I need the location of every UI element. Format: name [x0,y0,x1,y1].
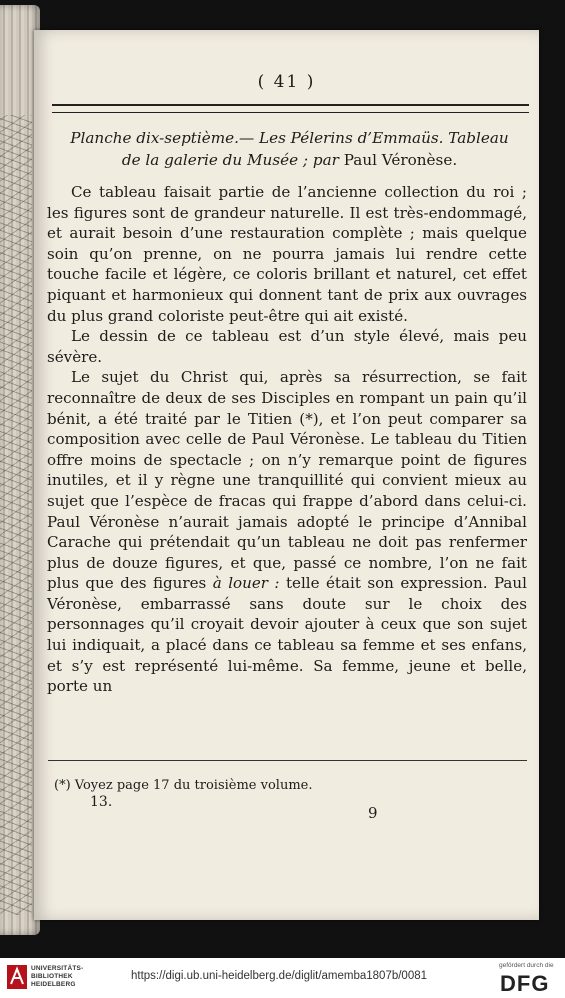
header-double-rule [52,104,529,113]
university-library-logo-icon[interactable] [6,964,28,990]
signature-mark: 13. [90,794,113,810]
funding-label: gefördert durch die [499,962,554,969]
library-name-line-2: BIBLIOTHEK [31,973,73,980]
footnote-rule [48,760,527,761]
heading-line-2-italic: de la galerie du Musée ; par [121,151,339,169]
heading-line-1: Planche dix-septième.— Les Pélerins d’Emmaüs. Tableau [70,129,509,147]
page-number: ( 41 ) [257,72,316,92]
paragraph-3-part-2: telle était son expression. Paul Véronèse, embarrassé sans doute sur le choix des personnages qu’il croyait devoir ajouter à ceux que son sujet lui indiquait, a placé dans ce tableau sa femme et ses enfans, et s’y est représenté lui-même. Sa femme, jeune et belle, porte un [47,574,527,696]
paragraph-2: Le dessin de ce tableau est d’un style élevé, mais peu sévère. [47,327,527,366]
sheet-number: 9 [368,804,378,822]
library-name-line-1: UNIVERSITÄTS- [31,965,84,972]
plate-heading [48,127,531,171]
footnote: (*) Voyez page 17 du troisième volume. [54,778,313,793]
university-library-name [31,965,83,989]
paragraph-3-italic: à louer : [212,574,280,593]
heading-author: Paul Véronèse. [343,151,458,169]
heading-line-2 [48,149,531,171]
paragraph-1: Ce tableau faisait partie de l’ancienne collection du roi ; les figures sont de grandeur naturelle. Il est très-endommagé, et aurait besoin d’une restauration complète ; mais quelque soin qu’on prenne, on ne pourra jamais lui rendre cette touche facile et légère, ce coloris brillant et naturel, cet effet piquant et harmonieux qui donnent tant de prix aux ouvrages du plus grand coloriste peut-être qui ait existé. [47,183,527,325]
footer-bar [0,958,565,998]
book-page [34,30,539,920]
body-text [47,182,527,697]
permalink-url[interactable]: https://digi.ub.uni-heidelberg.de/diglit/amemba1807b/0081 [131,970,428,982]
paragraph-3-part-1: Le sujet du Christ qui, après sa résurrection, se fait reconnaître de deux de ses Disciples en rompant un pain qu’il bénit, a été traité par le Titien (*), et l’on peut comparer sa composition avec celle de Paul Véronèse. Le tableau du Titien offre moins de spectacle ; on n’y remarque point de figures inutiles, et il y règne une tranquillité qui convient mieux au sujet que l’espèce de fracas qui frappe d’abord dans celui-ci. Paul Véronèse n’aurait jamais adopté le principe d’Annibal Carache qui prétendait qu’un tableau ne doit pas renfermer plus de douze figures, et que, passé ce nombre, l’on ne fait plus que des figures [47,368,527,593]
library-name-line-3: HEIDELBERG [31,981,76,988]
dfg-logo[interactable]: DFG [500,971,550,996]
paragraph-3 [47,367,527,697]
